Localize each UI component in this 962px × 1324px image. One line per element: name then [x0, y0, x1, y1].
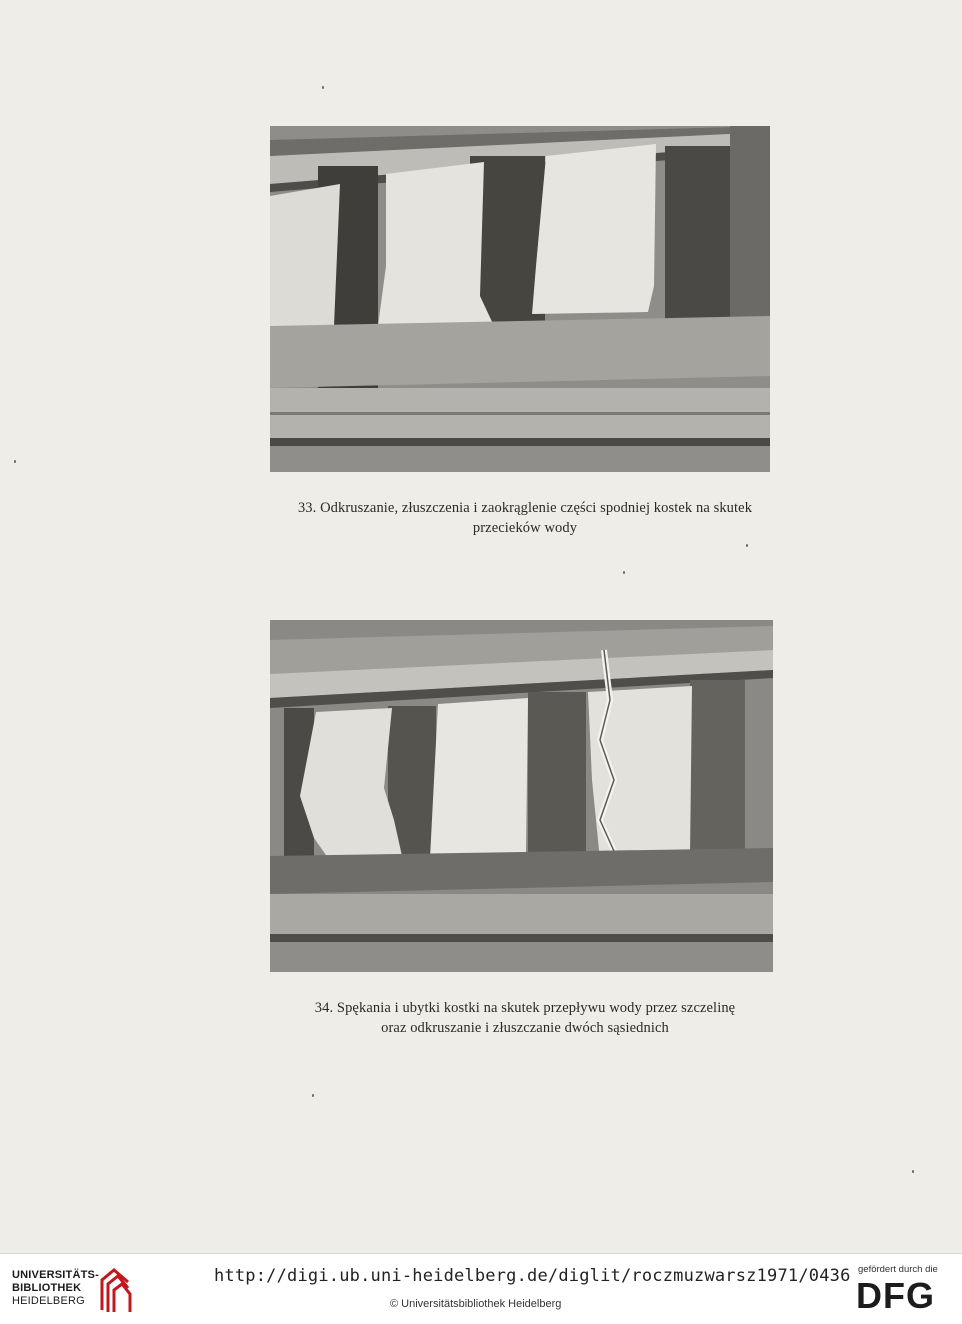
caption-line: oraz odkruszanie i złuszczanie dwóch sąsiednich	[381, 1020, 669, 1036]
figure-34-caption	[230, 998, 820, 1038]
permalink-url[interactable]: http://digi.ub.uni-heidelberg.de/diglit/roczmuzwarsz1971/0436	[214, 1266, 851, 1286]
paper-speck	[322, 86, 324, 89]
digitization-footer	[0, 1253, 962, 1324]
funding-note: gefördert durch die	[858, 1264, 938, 1275]
copyright-notice: © Universitätsbibliothek Heidelberg	[390, 1298, 562, 1310]
dfg-logo[interactable]: DFG	[856, 1275, 935, 1316]
library-name-line: UNIVERSITÄTS-	[12, 1269, 99, 1281]
caption-line: 33. Odkruszanie, złuszczenia i zaokrąglenie części spodniej kostek na skutek	[297, 500, 753, 516]
paper-speck	[14, 460, 16, 463]
figure-33-caption	[230, 498, 820, 538]
paper-speck	[312, 1094, 314, 1097]
caption-line: 34. Spękania i ubytki kostki na skutek przepływu wody przez szczelinę	[314, 1000, 736, 1016]
university-library-logo-icon[interactable]	[98, 1266, 132, 1314]
paper-speck	[912, 1170, 914, 1173]
figure-34-photo	[270, 620, 773, 972]
library-name-line: BIBLIOTHEK	[12, 1282, 82, 1294]
paper-speck	[746, 544, 748, 547]
figure-33-photo	[270, 126, 770, 472]
paper-speck	[623, 571, 625, 574]
library-name-line: HEIDELBERG	[12, 1295, 85, 1307]
caption-line: przecieków wody	[472, 520, 578, 536]
library-name	[12, 1269, 99, 1308]
